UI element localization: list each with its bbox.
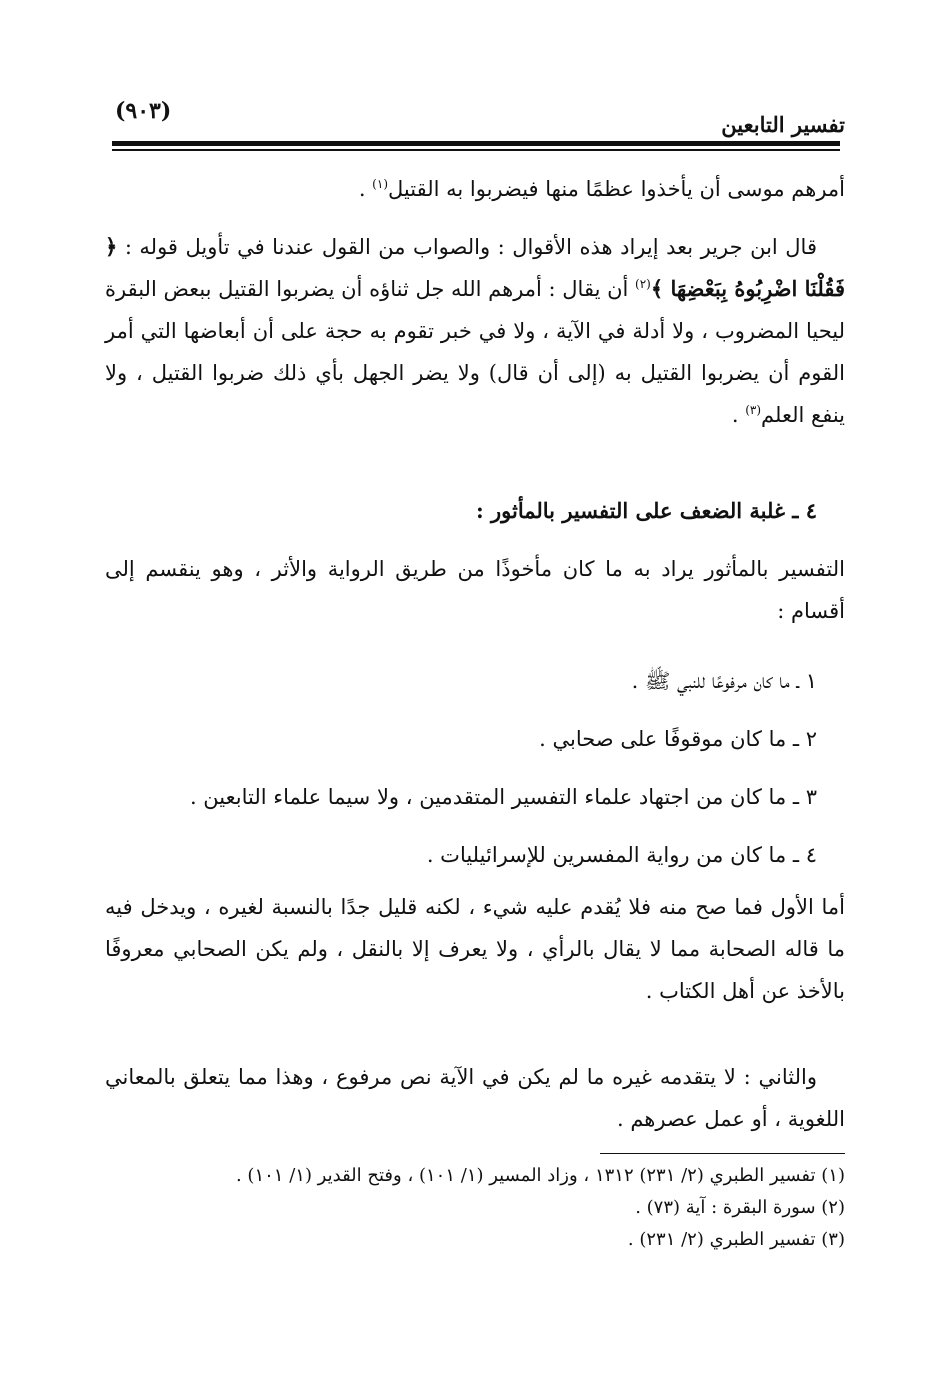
paragraph-5: والثاني : لا يتقدمه غيره ما لم يكن في الآية نص مرفوع ، وهذا مما يتعلق بالمعاني اللغوية ، أو عمل عصرهم . <box>105 1065 845 1131</box>
numbered-list <box>105 660 845 876</box>
paragraph-1 <box>105 168 845 210</box>
footnote-separator <box>600 1153 845 1154</box>
header-rule-thick <box>112 141 840 146</box>
footnotes <box>105 1160 845 1256</box>
paragraph-3: التفسير بالمأثور يراد به ما كان مأخوذًا من طريق الرواية والأثر ، وهو ينقسم إلى أقسام : <box>105 557 845 623</box>
list-item-1: ١ ـ ما كان مرفوعًا للنبي ﷺ . <box>631 669 817 693</box>
footnote-3: (٣) تفسير الطبري (٢/ ٢٣١) . <box>627 1229 845 1250</box>
list-item-3: ٣ ـ ما كان من اجتهاد علماء التفسير المتقدمين ، ولا سيما علماء التابعين . <box>189 785 817 809</box>
section-heading: ٤ ـ غلبة الضعف على التفسير بالمأثور : <box>475 498 817 523</box>
running-title: تفسير التابعين <box>721 112 845 137</box>
paragraph-1-text: أمرهم موسى أن يأخذوا عظمًا منها فيضربوا به القتيل <box>388 177 845 201</box>
footnote-ref-1: (١) <box>372 177 388 191</box>
paragraph-2-body: أن يقال : أمرهم الله جل ثناؤه أن يضربوا القتيل ببعض البقرة ليحيا المضروب ، ولا أدلة في الآية ، ولا في خبر تقوم به حجة على أن أبعاضها التي أمر القوم أن يضربوا القتيل به (إلى أن قال) ولا يضر الجهل بأي ذلك ضربوا القتيل ، ولا ينفع العلم <box>105 277 845 427</box>
footnote-1: (١) تفسير الطبري (٢/ ٢٣١) ١٣١٢ ، وزاد المسير (١/ ١٠١) ، وفتح القدير (١/ ١٠١) . <box>235 1165 845 1186</box>
footnote-ref-3: (٣) <box>745 403 762 417</box>
paragraph-2-end: . <box>731 403 746 427</box>
list-item-4: ٤ ـ ما كان من رواية المفسرين للإسرائيليات . <box>426 843 817 867</box>
header-rule-thin <box>112 149 840 151</box>
list-item-2: ٢ ـ ما كان موقوفًا على صحابي . <box>539 727 817 751</box>
page-number: (٩٠٣) <box>115 98 172 124</box>
paragraph-2-intro: قال ابن جرير بعد إيراد هذه الأقوال : والصواب من القول عندنا في تأويل قوله : <box>124 235 817 259</box>
quran-verse: ﴿ فَقُلْنَا اضْرِبُوهُ بِبَعْضِهَا ﴾ <box>105 234 845 301</box>
footnote-ref-2: (٢) <box>635 277 651 291</box>
footnote-2: (٢) سورة البقرة : آية (٧٣) . <box>635 1197 845 1218</box>
paragraph-1-end: . <box>358 177 373 201</box>
paragraph-2 <box>105 226 845 436</box>
paragraph-4: أما الأول فما صح منه فلا يُقدم عليه شيء ، لكنه قليل جدًا بالنسبة لغيره ، ويدخل فيه ما قاله الصحابة مما لا يقال بالرأي ، ولا يعرف إلا بالنقل ، ولم يكن الصحابي معروفًا بالأخذ عن أهل الكتاب . <box>105 895 845 1003</box>
